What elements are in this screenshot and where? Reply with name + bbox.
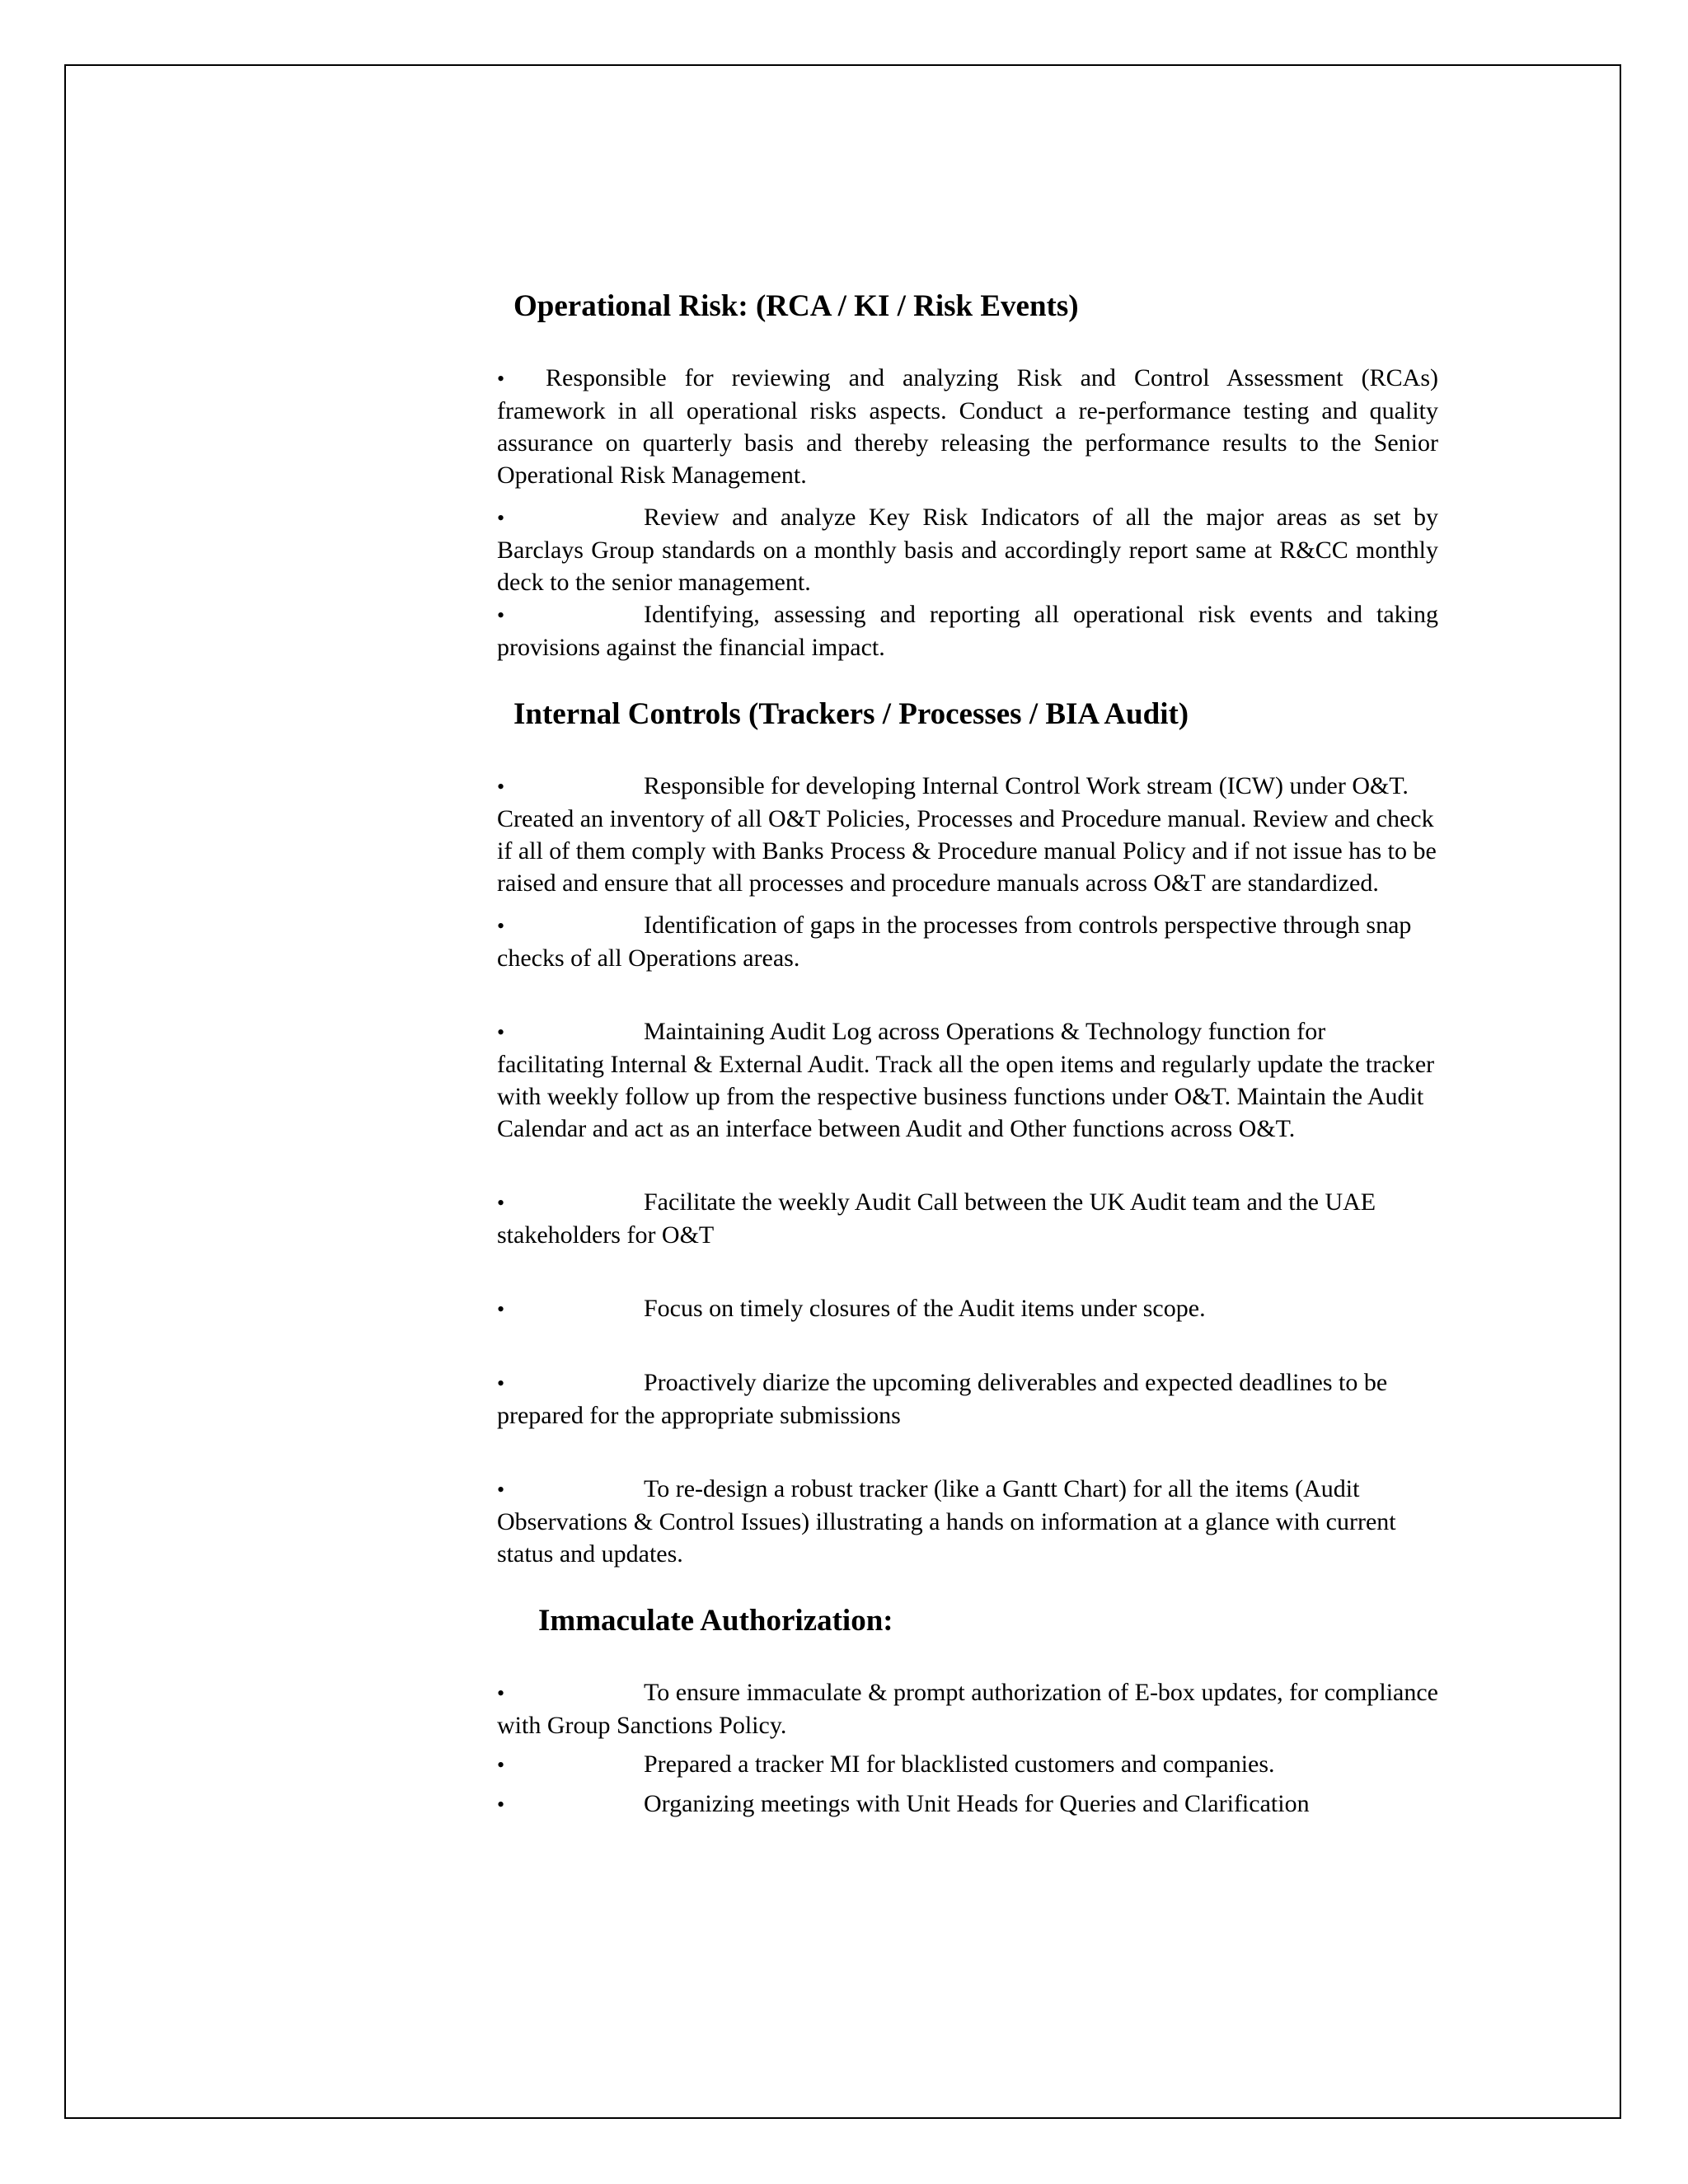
bullet-item xyxy=(497,1473,1438,1570)
bullet-text: To ensure immaculate & prompt authorization of E-box updates, for compliance with Group Sanctions Policy. xyxy=(497,1679,1438,1739)
bullet-icon: • xyxy=(497,506,505,530)
bullet-item xyxy=(497,1292,1438,1325)
bullet-icon: • xyxy=(497,603,505,627)
bullet-icon: • xyxy=(497,1371,505,1395)
bullet-text: Proactively diarize the upcoming deliverables and expected deadlines to be prepared for the appropriate submissions xyxy=(497,1369,1388,1429)
bullet-item xyxy=(497,1676,1438,1741)
bullet-text: To re-design a robust tracker (like a Gantt Chart) for all the items (Audit Observations & Control Issues) illustrating a hands on information at a glance with current status and updates. xyxy=(497,1475,1396,1568)
bullet-text: Responsible for developing Internal Control Work stream (ICW) under O&T. Created an inventory of all O&T Policies, Processes and Procedure manual. Review and check if all of them comply with Banks Process & Procedure manual Policy and if not issue has to be raised and ensure that all processes and procedure manuals across O&T are standardized. xyxy=(497,772,1437,897)
bullet-icon: • xyxy=(497,775,505,799)
bullet-icon: • xyxy=(497,1191,505,1215)
bullet-icon: • xyxy=(497,914,505,938)
bullet-item xyxy=(497,1788,1438,1821)
bullet-text: Responsible for reviewing and analyzing Risk and Control Assessment (RCAs) framework in all operational risks aspects. Conduct a re-performance testing and quality assurance on quarterly basis and thereby releasing the performance results to the Senior Operational Risk Management. xyxy=(497,364,1438,489)
bullet-text: Prepared a tracker MI for blacklisted customers and companies. xyxy=(644,1750,1275,1778)
bullet-item xyxy=(497,770,1438,899)
bullet-icon: • xyxy=(497,1753,505,1777)
bullet-item xyxy=(497,362,1438,491)
bullet-icon: • xyxy=(497,1478,505,1502)
bullet-item xyxy=(497,1748,1438,1781)
bullet-item xyxy=(497,1015,1438,1145)
document-body xyxy=(497,288,1438,1821)
bullet-icon: • xyxy=(497,1681,505,1705)
bullet-item xyxy=(497,909,1438,974)
bullet-text: Focus on timely closures of the Audit items under scope. xyxy=(644,1295,1206,1322)
bullet-text: Review and analyze Key Risk Indicators of all the major areas as set by Barclays Group standards on a monthly basis and accordingly report same at R&CC monthly deck to the senior management. xyxy=(497,504,1438,596)
bullet-item xyxy=(497,1366,1438,1432)
bullet-item xyxy=(497,598,1438,663)
bullet-text: Organizing meetings with Unit Heads for Queries and Clarification xyxy=(644,1790,1310,1817)
bullet-text: Maintaining Audit Log across Operations & Technology function for facilitating Internal & External Audit. Track all the open items and regularly update the tracker with weekly follow up from the respective business functions under O&T. Maintain the Audit Calendar and act as an interface between Audit and Other functions across O&T. xyxy=(497,1018,1435,1142)
bullet-item xyxy=(497,1186,1438,1251)
bullet-text: Facilitate the weekly Audit Call between the UK Audit team and the UAE stakeholders for O&T xyxy=(497,1188,1376,1249)
section-heading-operational-risk: Operational Risk: (RCA / KI / Risk Events) xyxy=(513,289,1079,323)
bullet-item xyxy=(497,501,1438,598)
bullet-icon: • xyxy=(497,1793,505,1816)
bullet-icon: • xyxy=(497,1297,505,1321)
bullet-text: Identification of gaps in the processes from controls perspective through snap checks of all Operations areas. xyxy=(497,912,1412,972)
section-heading-immaculate-authorization: Immaculate Authorization: xyxy=(538,1604,893,1638)
bullet-icon: • xyxy=(497,1020,505,1044)
section-heading-internal-controls: Internal Controls (Trackers / Processes / BIA Audit) xyxy=(513,697,1189,731)
bullet-icon: • xyxy=(497,367,505,391)
bullet-text: Identifying, assessing and reporting all operational risk events and taking provisions against the financial impact. xyxy=(497,601,1438,661)
